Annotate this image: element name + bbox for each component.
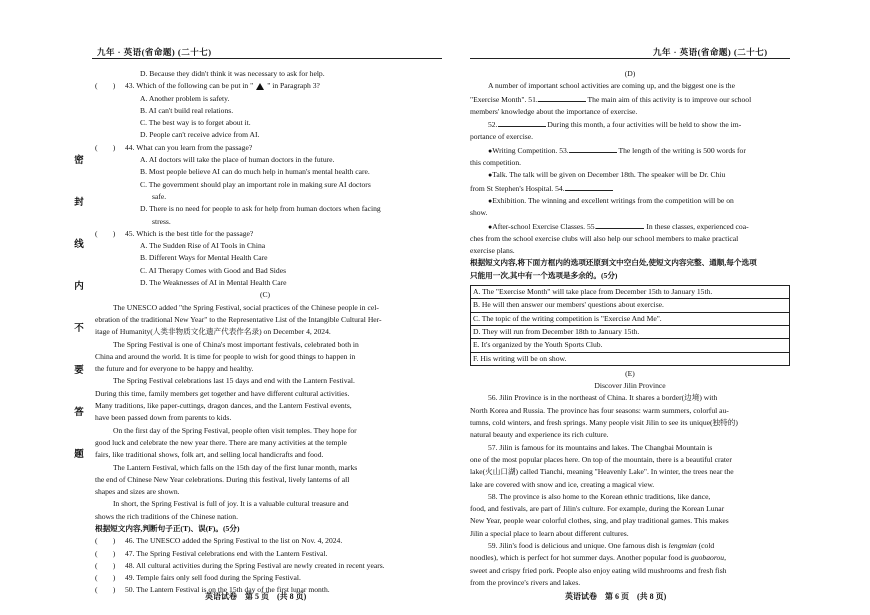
passage-text: Writing Competition. 53. [492, 145, 569, 155]
box-option: C. The topic of the writing competition is "Exercise And Me". [471, 313, 789, 326]
passage-line: show. [470, 208, 488, 218]
passage-line: ches from the school exercise clubs will also help our school members to make practical [470, 233, 739, 243]
gutter-char: 封 [74, 198, 84, 208]
box-option: D. They will run from December 18th to January 15th. [471, 326, 789, 339]
passage-line [470, 93, 790, 106]
box-option: B. He will then answer our members' questions about exercise. [471, 299, 789, 312]
answer-blank-52[interactable] [498, 118, 546, 127]
left-footer: 英语试卷 第 5 页 (共 8 页) [205, 592, 307, 601]
section-c-heading: (C) [259, 290, 271, 300]
passage-line: The Lantern Festival, which falls on the 15th day of the first lunar month, marks [113, 462, 358, 472]
passage-line: lake(火山口湖) called Tianchi, meaning "Heavenly Lake". In winter, the trees near the [470, 467, 734, 477]
box-option: E. It's organized by the Youth Sports Club. [471, 339, 789, 352]
answer-paren[interactable]: ( ) [95, 228, 116, 238]
passage-text: 59. Jilin's food is delicious and unique. One famous dish is [488, 540, 667, 550]
gutter-char: 题 [74, 450, 84, 460]
question-text: 45. Which is the best title for the passage? [125, 228, 254, 238]
answer-option: C. The best way is to forget about it. [140, 118, 251, 128]
section-d-heading: (D) [624, 69, 636, 78]
instruction-d: 根据短文内容,将下面方框内的选项还原到文中空白处,使短文内容完整、通顺,每个选项 [470, 258, 757, 268]
passage-line: During this time, family members get together and have different cultural activities. [95, 388, 350, 398]
passage-line: from the province's rivers and lakes. [470, 577, 581, 587]
passage-line [470, 195, 790, 207]
box-option: A. The "Exercise Month" will take place from December 15th to January 15th. [471, 286, 789, 299]
passage-italic: lengmian [668, 540, 697, 550]
section-e-heading: (E) [625, 368, 635, 378]
passage-line [470, 220, 790, 233]
passage-text: from St Stephen's Hospital. 54. [470, 183, 565, 193]
passage-line: In short, the Spring Festival is full of joy. It is a valuable cultural treasure and [113, 499, 349, 509]
passage-line: food, and festivals, are part of Jilin's culture. For example, during the Korean Lunar [470, 504, 725, 514]
passage-line: New Year, people wear colorful clothes, sing, and play traditional games. This makes [470, 516, 729, 526]
passage-line: the end of Chinese New Year celebrations. During this festival, lively lanterns of all [95, 474, 350, 484]
answer-option: B. AI can't build real relations. [140, 105, 234, 115]
gutter-char: 不 [74, 324, 84, 334]
answer-option: D. There is no need for people to ask for help from human doctors when facing [140, 204, 381, 214]
passage-text: "Exercise Month". 51. [470, 94, 538, 104]
passage-line: sweet and crispy fried pork. People also enjoy eating wild mushrooms and fresh fish [470, 565, 727, 575]
passage-line: the future and for everyone to be happy and healthy. [95, 364, 254, 374]
passage-text: , [724, 553, 726, 563]
passage-line: Jilin a special place to learn about different cultures. [470, 528, 629, 538]
tf-text: 50. The Lantern Festival is on the 15th day of the first lunar month. [125, 585, 330, 595]
passage-line: 58. The province is also home to the Korean ethnic traditions, like dance, [488, 491, 711, 501]
gutter-char: 密 [74, 156, 84, 166]
passage-line: this competition. [470, 158, 522, 168]
passage-line [470, 118, 790, 131]
passage-line: fairs, like traditional shows, folk art, and selling local handicrafts and food. [95, 450, 324, 460]
passage-text: The length of the writing is 500 words for [616, 145, 746, 155]
passage-line: ebration of the traditional New Year" to the Representative List of the Intangible Cultural Her- [95, 314, 382, 324]
passage-line: one of the most popular places here. On top of the mountain, there is a beautiful crater [470, 454, 732, 464]
answer-paren[interactable]: ( ) [95, 573, 116, 583]
question-text: 44. What can you learn from the passage? [125, 142, 253, 152]
passage-line: The Spring Festival celebrations last 15 days and end with the Lantern Festival. [113, 376, 355, 386]
tf-text: 47. The Spring Festival celebrations end with the Lantern Festival. [125, 548, 328, 558]
right-header: 九年 · 英语(省命题) (二十七) [653, 47, 768, 57]
passage-line: itage of Humanity(人类非物质文化遗产代表作名录) on December 4, 2024. [95, 327, 331, 337]
passage-text: (cold [696, 540, 715, 550]
bullet-icon: ● [488, 146, 493, 155]
answer-option-cont: safe. [152, 191, 167, 201]
right-header-rule [470, 58, 790, 59]
passage-line: A number of important school activities are coming up, and the biggest one is the [488, 81, 735, 91]
passage-line: good luck and celebrate the new year there. There are many activities at the temple [95, 437, 347, 447]
passage-text: After-school Exercise Classes. 55. [492, 221, 597, 231]
passage-line: China and around the world. It is time for people to wish for good things to happen in [95, 351, 356, 361]
right-column [470, 68, 790, 589]
passage-text: Exhibition. The winning and excellent writings from the competition will be on [492, 195, 734, 205]
passage-line: portance of exercise. [470, 132, 534, 142]
passage-text: In these classes, experienced coa- [644, 221, 749, 231]
answer-paren[interactable]: ( ) [95, 585, 116, 595]
answer-option: A. Another problem is safety. [140, 93, 230, 103]
passage-line: 57. Jilin is famous for its mountains and lakes. The Changbai Mountain is [488, 442, 713, 452]
gutter-char: 线 [74, 240, 84, 250]
passage-line: tumns, cold winters, and fresh springs. Many people visit Jilin to see its unique(独特的) [470, 418, 738, 428]
left-header: 九年 · 英语(省命题) (二十七) [97, 47, 212, 57]
answer-option: A. The Sudden Rise of AI Tools in China [140, 241, 266, 251]
answer-blank-51[interactable] [538, 93, 586, 102]
instruction-d: 只能用一次,其中有一个选项是多余的。(5分) [470, 270, 618, 280]
passage-line: On the first day of the Spring Festival, people often visit temples. They hope for [113, 425, 357, 435]
answer-option: C. AI Therapy Comes with Good and Bad Sides [140, 265, 287, 275]
bullet-icon: ● [488, 171, 493, 180]
passage-line: members' knowledge about the importance of exercise. [470, 106, 638, 116]
answer-option: A. AI doctors will take the place of human doctors in the future. [140, 155, 335, 165]
answer-blank-55[interactable] [596, 220, 644, 229]
gutter-char: 要 [74, 366, 84, 376]
passage-text: noodles), which is perfect for hot summer days. Another popular food is [470, 553, 690, 563]
gutter-char: 答 [74, 408, 84, 418]
answer-blank-53[interactable] [569, 144, 617, 153]
passage-line [470, 552, 790, 564]
passage-text: During this month, a four activities will be held to show the im- [545, 120, 742, 130]
answer-paren[interactable]: ( ) [95, 560, 116, 570]
passage-text: Talk. The talk will be given on December 18th. The speaker will be Dr. Chiu [492, 170, 726, 180]
passage-italic: guobaorou [691, 553, 725, 563]
answer-option: C. The government should play an important role in making sure AI doctors [140, 179, 371, 189]
tf-text: 48. All cultural activities during the Spring Festival are newly created in recent years. [125, 560, 385, 570]
answer-paren[interactable]: ( ) [95, 81, 116, 91]
right-footer: 英语试卷 第 6 页 (共 8 页) [565, 592, 667, 601]
passage-line: lake are covered with snow and ice, creating a magical view. [470, 479, 655, 489]
passage-line: 56. Jilin Province is in the northeast of China. It shares a border(边境) with [488, 393, 718, 403]
answer-option: D. Because they didn't think it was necessary to ask for help. [140, 69, 325, 78]
answer-paren[interactable]: ( ) [95, 548, 116, 558]
passage-line [470, 144, 790, 157]
answer-option: D. The Weaknesses of AI in Mental Health Care [140, 278, 287, 288]
passage-line: shows the rich traditions of the Chinese nation. [95, 511, 238, 521]
passage-line: Many traditions, like paper-cuttings, dragon dances, and the Lantern Festival events, [95, 401, 352, 411]
passage-line [470, 540, 790, 552]
passage-line: exercise plans. [470, 246, 515, 256]
tf-instruction: 根据短文内容,判断句子正(T)、误(F)。(5分) [95, 523, 240, 533]
passage-line: The Spring Festival is one of China's most important festivals, celebrated both in [113, 339, 359, 349]
answer-option-cont: stress. [152, 216, 171, 226]
question-text: 43. Which of the following can be put in " [125, 81, 254, 91]
passage-line [470, 169, 790, 181]
passage-text: The main aim of this activity is to improve our school [585, 94, 752, 104]
gutter-char: 内 [74, 282, 84, 292]
tf-text: 46. The UNESCO added the Spring Festival to the list on Nov. 4, 2024. [125, 536, 343, 546]
answer-option: B. Most people believe AI can do much help in human's mental health care. [140, 167, 370, 177]
passage-line: North Korea and Russia. The province has four seasons: warm summers, colorful au- [470, 405, 729, 415]
bullet-icon: ● [488, 222, 493, 231]
answer-paren[interactable]: ( ) [95, 536, 116, 546]
passage-text: 52. [488, 120, 498, 130]
passage-e-title: Discover Jilin Province [594, 381, 666, 391]
answer-paren[interactable]: ( ) [95, 142, 116, 152]
passage-line [470, 182, 790, 195]
answer-option: D. People can't receive advice from AI. [140, 130, 260, 140]
passage-line: have been passed down from parents to kids. [95, 413, 232, 423]
answer-option: B. Different Ways for Mental Health Care [140, 253, 268, 263]
tf-text: 49. Temple fairs only sell food during the Spring Festival. [125, 573, 301, 583]
question-text: " in Paragraph 3? [267, 81, 320, 91]
box-option: F. His writing will be on show. [473, 353, 567, 363]
passage-line: The UNESCO added "the Spring Festival, social practices of the Chinese people in cel- [113, 302, 379, 312]
passage-line: shapes and sizes are shown. [95, 487, 180, 497]
answer-blank-54[interactable] [565, 182, 613, 191]
passage-line: natural beauty and experience its rich culture. [470, 430, 609, 440]
bullet-icon: ● [488, 196, 493, 205]
options-box [470, 285, 790, 366]
